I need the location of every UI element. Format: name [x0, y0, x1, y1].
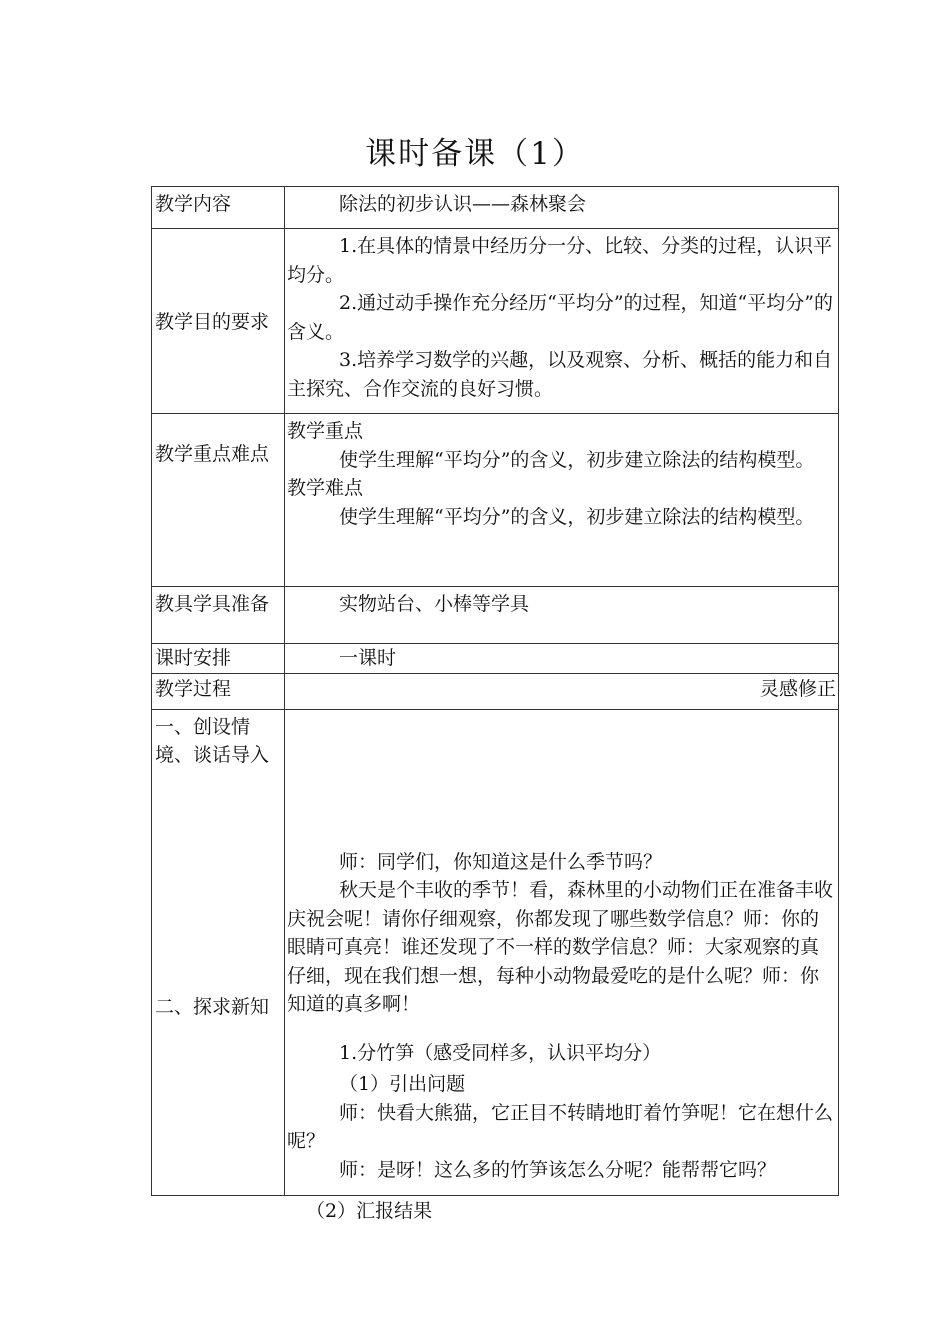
step-line: 师：同学们，你知道这是什么季节吗？ — [339, 850, 663, 873]
step-line: 师：快看大熊猫，它正目不转睛地盯着竹笋呢！它在想什么呢？ — [287, 1101, 834, 1152]
row-label-process: 教学过程 — [152, 673, 285, 709]
row-value-objectives — [285, 229, 839, 414]
row-label-materials: 教具学具准备 — [152, 587, 285, 644]
focus-heading: 教学重点 — [287, 420, 364, 442]
step-label-2: 二、探求新知 — [155, 995, 270, 1018]
page-title: 课时备课（1） — [365, 136, 585, 172]
row-label-content: 教学内容 — [152, 187, 285, 229]
step-label-1: 一、创设情境、谈话导入 — [155, 715, 270, 766]
lesson-plan-table — [151, 186, 839, 1196]
schedule-value: 一课时 — [339, 647, 397, 669]
table-row — [152, 587, 839, 644]
row-label-objectives: 教学目的要求 — [152, 229, 285, 414]
step-line: 师：是呀！这么多的竹笋该怎么分呢？能帮帮它吗？ — [339, 1158, 777, 1181]
difficulty-text: 使学生理解“平均分”的含义，初步建立除法的结构模型。 — [339, 505, 815, 528]
content-value: 除法的初步认识——森林聚会 — [339, 193, 587, 215]
row-value-content — [285, 187, 839, 229]
row-value-materials — [285, 587, 839, 644]
difficulty-heading: 教学难点 — [287, 477, 364, 499]
row-value-steps — [285, 709, 839, 1195]
row-label-key-points: 教学重点难点 — [152, 414, 285, 587]
step-line: 1.分竹笋（感受同样多，认识平均分） — [339, 1041, 662, 1064]
objective-item: 2.通过动手操作充分经历“平均分”的过程，知道“平均分”的含义。 — [287, 292, 833, 343]
objective-item: 3.培养学习数学的兴趣，以及观察、分析、概括的能力和自主探究、合作交流的良好习惯。 — [287, 349, 833, 400]
row-label-schedule: 课时安排 — [152, 644, 285, 674]
table-row — [152, 187, 839, 229]
table-row — [152, 709, 839, 1195]
after-table-text: （2）汇报结果 — [306, 1200, 433, 1222]
row-value-key-points — [285, 414, 839, 587]
table-row — [152, 414, 839, 587]
materials-value: 实物站台、小棒等学具 — [339, 593, 530, 615]
step-line: 秋天是个丰收的季节！看，森林里的小动物们正在准备丰收庆祝会呢！请你仔细观察，你都发现了哪些数学信息？师：你的眼睛可真亮！谁还发现了不一样的数学信息？师：大家观察的真仔细，现在我们想一想，每种小动物最爱吃的是什么呢？师：你知道的真多啊！ — [287, 879, 834, 1015]
focus-text: 使学生理解“平均分”的含义，初步建立除法的结构模型。 — [339, 448, 815, 471]
objective-item: 1.在具体的情景中经历分一分、比较、分类的过程，认识平均分。 — [287, 235, 833, 286]
row-label-steps — [152, 709, 285, 1195]
process-note: 灵感修正 — [285, 673, 839, 709]
table-row — [152, 229, 839, 414]
table-row — [152, 644, 839, 674]
table-row — [152, 673, 839, 709]
step-line: （1）引出问题 — [339, 1072, 466, 1095]
row-value-schedule — [285, 644, 839, 674]
